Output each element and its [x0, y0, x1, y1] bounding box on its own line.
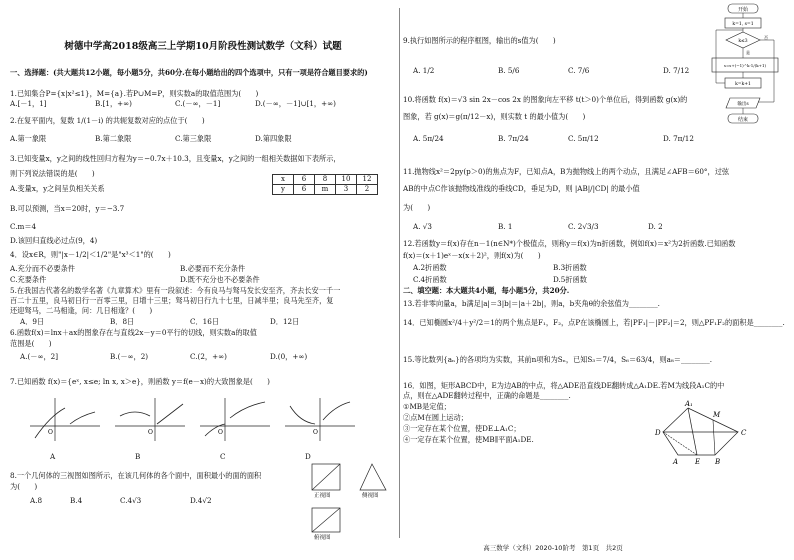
- q2-option-a: A.第一象限: [10, 134, 47, 143]
- flow-init: k=1, s=1: [732, 22, 754, 27]
- q9-option-d: D. 7/12: [663, 66, 690, 75]
- q4-stem: 4．设x∈R，则"|x－1/2|＜1/2"是"x³＜1"的( ): [10, 250, 171, 259]
- q16-statement-1: ①MB是定值；: [403, 402, 451, 411]
- flow-no: 否: [764, 35, 768, 40]
- q8-option-c: C.4√3: [120, 496, 142, 505]
- front-view-label: 正视图: [314, 493, 331, 499]
- q10-option-b: B. 7π/24: [498, 134, 529, 143]
- q3-option-b: B.可以预测，当x＝20时，y＝−3.7: [10, 204, 125, 213]
- q6-option-d: D.(0，+∞): [270, 352, 308, 361]
- q9-option-a: A. 1/2: [413, 66, 435, 75]
- q5-option-c: C．16日: [190, 317, 220, 326]
- svg-text:O: O: [313, 429, 318, 436]
- q1-option-b: B.[1，+∞): [95, 99, 132, 108]
- q6-line1: 6.函数f(x)＝lnx＋ax的图象存在与直线2x－y＝0平行的切线，则实数a的取值: [10, 328, 257, 337]
- q10-line1: 10.将函数 f(x)＝√3 sin 2x－cos 2x 的图象向左平移 t(t＞0)个单位后，得到函数 g(x)的: [403, 95, 688, 104]
- column-divider: [399, 8, 400, 538]
- q3-option-d: D.该回归直线必过点(9，4): [10, 236, 98, 245]
- flow-condition: k≤3: [738, 39, 748, 44]
- section-1-heading: 一、选择题：(共大题共12小题，每小题5分，共60分.在每小题给出的四个选项中，只有一项是符合题目要求的): [10, 68, 368, 77]
- q16-line1: 16．如图，矩形ABCD中，E为边AB的中点，将△ADE沿直线DE翻转成△A₁DE.若M为线段A₁C的中: [403, 381, 725, 390]
- q2-option-c: C.第三象限: [175, 134, 212, 143]
- page-footer: 高三数学（文科）2020-10阶考 第1页 共2页: [483, 544, 623, 552]
- svg-text:O: O: [218, 429, 223, 436]
- flow-output: 输出s: [737, 102, 749, 107]
- q2-stem: 2.在复平面内，复数 1/(1－i) 的共轭复数对应的点位于( ): [10, 116, 205, 125]
- table-cell: x: [273, 175, 294, 185]
- q7-label-a: A: [50, 452, 56, 461]
- point-m: M: [713, 411, 721, 419]
- q11-line1: 11.抛物线x²＝2py(p＞0)的焦点为F，已知点A，B为抛物线上的两个动点，且满足∠AFB＝60°，过弦: [403, 167, 730, 176]
- q12-option-c: C.4折函数: [413, 275, 447, 284]
- q3-data-table: [272, 174, 378, 195]
- q16-statement-4: ④一定存在某个位置，使MB∥平面A₁DE.: [403, 435, 534, 444]
- q8-three-views: [310, 462, 396, 542]
- svg-text:O: O: [148, 429, 153, 436]
- q16-statement-2: ②点M在圆上运动；: [403, 413, 468, 422]
- table-cell: m: [315, 185, 336, 195]
- q7-label-b: B: [135, 452, 141, 461]
- q6-line2: 范围是( ): [10, 339, 52, 348]
- q7-stem: 7.已知函数 f(x)＝{eˣ, x≤e; ln x, x＞e}，则函数 y＝f(e－x)的大致图象是( ): [10, 377, 270, 386]
- q5-option-a: A．9日: [20, 317, 45, 326]
- q9-option-b: B. 5/6: [498, 66, 520, 75]
- q8-option-d: D.4√2: [190, 496, 212, 505]
- q7-graph-b: [115, 398, 185, 441]
- q12-line2: f(x)＝(x＋1)eˣ－x(x＋2)²，则f(x)为( ): [403, 251, 541, 260]
- q16-statement-3: ③一定存在某个位置，使DE⊥A₁C；: [403, 424, 521, 433]
- table-cell: 8: [315, 175, 336, 185]
- q5-line1: 5.在我国古代著名的数学名著《九章算术》里有一段叙述：今有良马与驽马发长安至齐，齐去长安一千一: [10, 286, 341, 295]
- q9-flowchart: [708, 2, 783, 152]
- q2-option-b: B.第二象限: [95, 134, 132, 143]
- exam-title: 树德中学高2018级高三上学期10月阶段性测试数学（文科）试题: [64, 41, 342, 52]
- q1-option-d: D.(－∞，－1]∪[1，+∞): [255, 99, 336, 108]
- q6-option-c: C.(2，+∞): [190, 352, 227, 361]
- q11-option-b: B. 1: [498, 222, 513, 231]
- table-cell: 6: [294, 175, 315, 185]
- point-d: D: [655, 429, 661, 437]
- table-row: [273, 185, 378, 195]
- q6-option-b: B.(－∞，2): [110, 352, 149, 361]
- q6-option-a: A.(－∞，2]: [20, 352, 59, 361]
- q2-option-d: D.第四象限: [255, 134, 292, 143]
- side-view: [360, 464, 386, 490]
- side-view-label: 侧视图: [362, 493, 379, 499]
- q3-stem-line2: 则下列说法错误的是( ): [10, 169, 95, 178]
- q5-option-b: B．8日: [110, 317, 135, 326]
- point-a: A: [673, 458, 679, 466]
- q3-stem-line1: 3.已知变量x，y之间的线性回归方程为y＝−0.7x＋10.3，且变量x，y之间的一组相关数据如下表所示，: [10, 154, 341, 163]
- q12-option-b: B.3折函数: [553, 263, 587, 272]
- flow-yes: 是: [746, 50, 750, 55]
- flow-update-s: s=s+(−1)^k·1/(k+1): [723, 63, 767, 68]
- q1-stem: 1.已知集合P={x|x²≤1}，M={a}.若P∪M=P，则实数a的取值范围为( ): [10, 89, 259, 98]
- q11-option-a: A. √3: [413, 222, 432, 231]
- q4-option-c: C.充要条件: [10, 275, 47, 284]
- q5-line3: 还迎驽马，二马相逢，问：几日相逢？( ): [10, 306, 153, 315]
- q12-line1: 12.若函数y＝f(x)存在n－1(n∈N*)个极值点，则称y＝f(x)为n折函数，例如f(x)＝x²为2折函数.已知函数: [403, 239, 736, 248]
- q13-stem: 13.若非零向量a，b满足|a|＝3|b|＝|a＋2b|，则a，b夹角θ的余弦值为________.: [403, 299, 660, 308]
- q11-option-c: C. 2√3/3: [568, 222, 599, 231]
- point-b: B: [715, 458, 721, 466]
- q7-label-c: C: [220, 452, 226, 461]
- q9-option-c: C. 7/6: [568, 66, 590, 75]
- q10-option-d: D. 7π/12: [663, 134, 694, 143]
- q10-option-c: C. 5π/12: [568, 134, 599, 143]
- point-c: C: [741, 429, 747, 437]
- flow-end: 结束: [737, 117, 749, 123]
- q10-option-a: A. 5π/24: [413, 134, 444, 143]
- q8-option-b: B.4: [70, 496, 83, 505]
- q10-line2: 图象，若 g(x)＝g(π/12－x)，则实数 t 的最小值为( ): [403, 112, 586, 121]
- q11-line3: 为( ): [403, 203, 431, 212]
- q15-stem: 15.等比数列{aₙ}的各项均为实数，其前n项和为Sₙ，已知S₃＝7/4，S₆＝63/4，则a₈＝________.: [403, 355, 713, 364]
- table-row: [273, 175, 378, 185]
- section-2-heading: 二、填空题：本大题共4小题，每小题5分，共20分.: [403, 286, 570, 295]
- flow-start: 开始: [737, 7, 749, 13]
- q12-option-d: D.5折函数: [553, 275, 587, 284]
- q9-stem: 9.执行如图所示的程序框图，输出的s值为( ): [403, 36, 556, 45]
- q3-option-a: A.变量x，y之间呈负相关关系: [10, 184, 105, 193]
- q7-graph-c: [200, 398, 270, 441]
- table-cell: 10: [336, 175, 357, 185]
- q16-line2: 点，则在△ADE翻转过程中，正确的命题是________.: [403, 391, 571, 400]
- q7-label-d: D: [305, 452, 311, 461]
- q5-line2: 百二十五里，良马初日行一百零三里，日增十三里；驽马初日行九十七里，日减半里；良马先至齐，复: [10, 296, 334, 305]
- q4-option-a: A.充分而不必要条件: [10, 264, 75, 273]
- q7-graph-a: [30, 398, 100, 441]
- q5-option-d: D．12日: [270, 317, 300, 326]
- point-a1: A₁: [685, 400, 693, 408]
- table-cell: 2: [357, 185, 378, 195]
- front-view: [312, 464, 340, 490]
- q8-line1: 8.一个几何体的三视图如图所示，在该几何体的各个面中，面积最小的面的面积: [10, 471, 262, 480]
- q8-option-a: A.8: [30, 496, 43, 505]
- top-view-label: 俯视图: [314, 535, 331, 541]
- q7-graph-options: [30, 396, 360, 446]
- q14-stem: 14．已知椭圆x²/4＋y²/2＝1的两个焦点是F₁，F₂，点P在该椭圆上，若|PF₁|－|PF₂|＝2，则△PF₁F₂的面积是________.: [403, 318, 785, 327]
- table-cell: 6: [294, 185, 315, 195]
- q16-figure: [653, 400, 763, 468]
- q11-option-d: D. 2: [648, 222, 663, 231]
- q4-option-b: B.必要而不充分条件: [180, 264, 246, 273]
- q1-option-a: A.[－1，1]: [10, 99, 47, 108]
- q1-option-c: C.(－∞，－1]: [175, 99, 221, 108]
- q12-option-a: A.2折函数: [413, 263, 447, 272]
- flow-increment: k=k+1: [735, 82, 751, 87]
- q4-option-d: D.既不充分也不必要条件: [180, 275, 260, 284]
- q8-line2: 为( ): [10, 482, 38, 491]
- top-view: [312, 508, 340, 532]
- table-cell: 3: [336, 185, 357, 195]
- q11-line2: AB的中点C作该抛物线准线的垂线CD，垂足为D，则 |AB|/|CD| 的最小值: [403, 184, 640, 193]
- q7-graph-d: [285, 398, 355, 441]
- table-cell: y: [273, 185, 294, 195]
- point-e: E: [695, 458, 701, 466]
- q3-option-c: C.m＝4: [10, 222, 37, 231]
- table-cell: 12: [357, 175, 378, 185]
- svg-text:O: O: [48, 429, 53, 436]
